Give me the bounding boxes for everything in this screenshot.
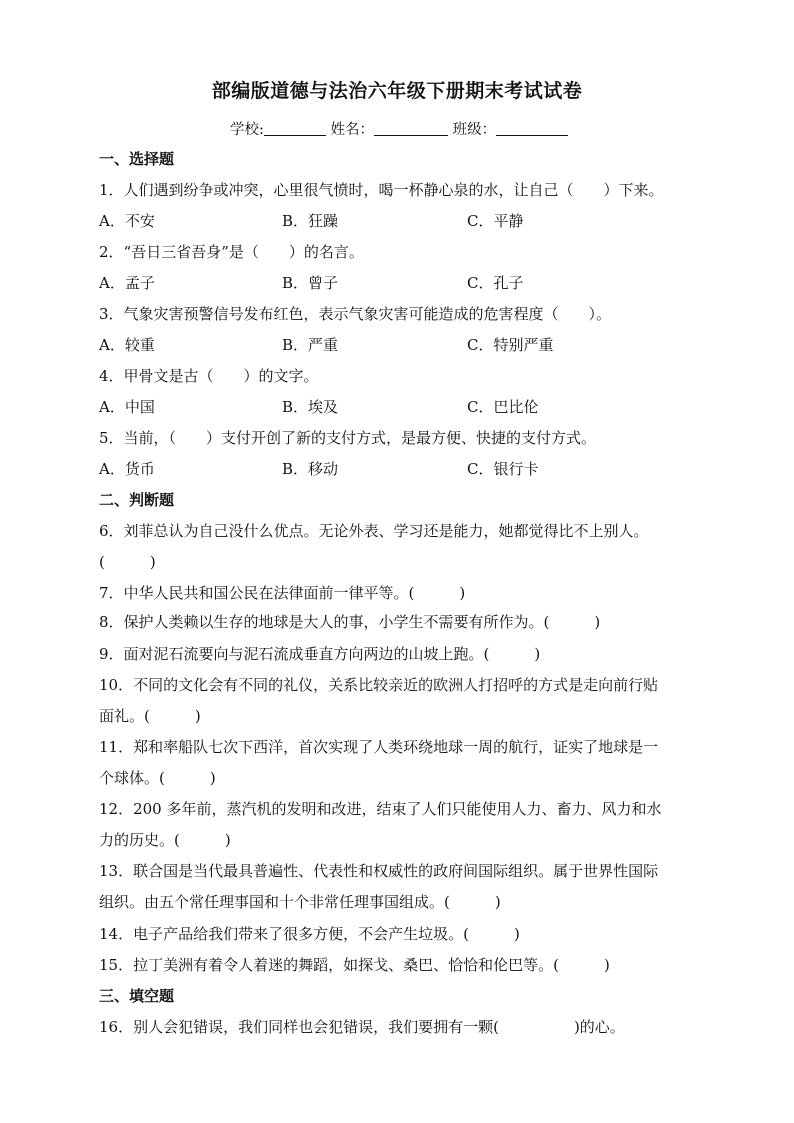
option-5a[interactable]: A．货币	[99, 460, 155, 478]
question-11-line1: 11．郑和率船队七次下西洋，首次实现了人类环绕地球一周的航行，证实了地球是一	[99, 738, 659, 756]
section-choice: 一、选择题	[99, 150, 175, 168]
option-4b[interactable]: B．埃及	[282, 398, 339, 416]
question-9: 9．面对泥石流要向与泥石流成垂直方向两边的山坡上跑。( )	[99, 645, 541, 663]
student-info-line	[230, 118, 568, 139]
question-11-line2: 个球体。( )	[99, 769, 216, 787]
option-4a[interactable]: A．中国	[99, 398, 155, 416]
section-judge: 二、判断题	[99, 491, 175, 509]
question-13-line1: 13．联合国是当代最具普遍性、代表性和权威性的政府间国际组织。属于世界性国际	[99, 862, 659, 880]
option-2b[interactable]: B．曾子	[282, 274, 339, 292]
exam-title: 部编版道德与法治六年级下册期末考试试卷	[211, 80, 583, 102]
option-1a[interactable]: A．不安	[99, 212, 155, 230]
option-2a[interactable]: A．孟子	[99, 274, 155, 292]
question-4: 4．甲骨文是古（ ）的文字。	[99, 367, 319, 385]
question-13-line2: 组织。由五个常任理事国和十个非常任理事国组成。( )	[99, 893, 501, 911]
option-1c[interactable]: C．平静	[467, 212, 524, 230]
option-5b[interactable]: B．移动	[282, 460, 339, 478]
question-15: 15．拉丁美洲有着令人着迷的舞蹈，如探戈、桑巴、恰恰和伦巴等。( )	[99, 956, 610, 974]
question-10-line2: 面礼。( )	[99, 707, 201, 725]
name-blank[interactable]	[374, 121, 448, 136]
section-fill: 三、填空题	[99, 987, 175, 1005]
school-label: 学校:	[230, 122, 264, 138]
question-6-line2: ( )	[99, 553, 156, 571]
question-6-line1: 6．刘菲总认为自己没什么优点。无论外表、学习还是能力，她都觉得比不上别人。	[99, 522, 649, 540]
question-1: 1．人们遇到纷争或冲突，心里很气愤时，喝一杯静心泉的水，让自己（ ）下来。	[99, 181, 664, 199]
question-12-line2: 力的历史。( )	[99, 831, 231, 849]
option-5c[interactable]: C．银行卡	[467, 460, 539, 478]
question-3: 3．气象灾害预警信号发布红色，表示气象灾害可能造成的危害程度（ ）。	[99, 305, 612, 323]
name-label: 姓名：	[330, 122, 374, 138]
option-4c[interactable]: C．巴比伦	[467, 398, 539, 416]
question-14: 14．电子产品给我们带来了很多方便，不会产生垃圾。( )	[99, 925, 520, 943]
class-label: 班级：	[452, 122, 497, 138]
option-3b[interactable]: B．严重	[282, 336, 339, 354]
question-2: 2．“吾日三省吾身”是（ ）的名言。	[99, 243, 364, 261]
option-3a[interactable]: A．较重	[99, 336, 155, 354]
option-3c[interactable]: C．特别严重	[467, 336, 554, 354]
question-8: 8．保护人类赖以生存的地球是大人的事，小学生不需要有所作为。( )	[99, 613, 601, 631]
school-blank[interactable]	[264, 121, 326, 136]
option-2c[interactable]: C．孔子	[467, 274, 524, 292]
question-10-line1: 10．不同的文化会有不同的礼仪，关系比较亲近的欧洲人打招呼的方式是走向前行贴	[99, 676, 659, 694]
class-blank[interactable]	[496, 121, 568, 136]
question-12-line1: 12．200 多年前，蒸汽机的发明和改进，结束了人们只能使用人力、畜力、风力和水	[99, 800, 662, 818]
question-5: 5．当前，（ ）支付开创了新的支付方式，是最方便、快捷的支付方式。	[99, 429, 597, 447]
question-16: 16．别人会犯错误，我们同样也会犯错误，我们要拥有一颗( )的心。	[99, 1018, 625, 1036]
question-7: 7．中华人民共和国公民在法律面前一律平等。( )	[99, 584, 466, 602]
option-1b[interactable]: B．狂躁	[282, 212, 339, 230]
